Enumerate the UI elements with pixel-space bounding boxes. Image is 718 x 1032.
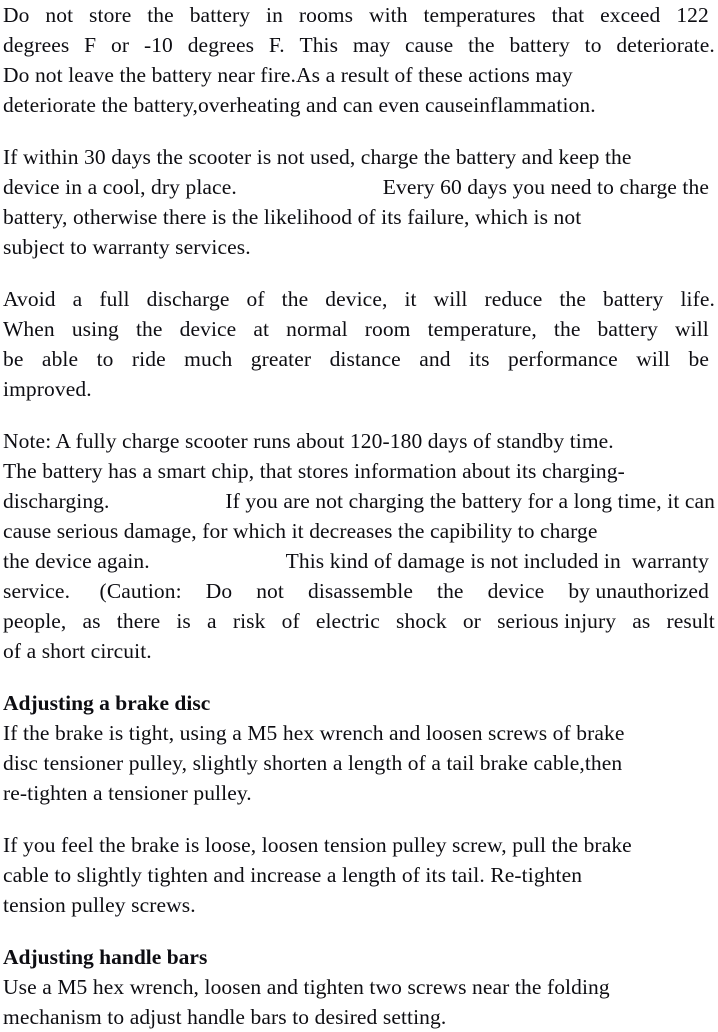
handle-bars-instructions-paragraph (3, 972, 716, 1032)
line-word: This kind of damage is not included in warranty (280, 549, 709, 573)
text-line: If the brake is tight, using a M5 hex wrench and loosen screws of brake (3, 721, 625, 745)
text-line: cable to slightly tighten and increase a length of its tail. Re-tighten (3, 863, 583, 887)
line-word: in (266, 3, 283, 27)
line-word: (Caution: (94, 579, 182, 603)
line-word: Every 60 days you need to charge the (382, 175, 709, 199)
line-word: full (99, 287, 130, 311)
line-word: a (72, 287, 83, 311)
line-word: be (688, 347, 709, 371)
line-word: 122 (676, 3, 709, 27)
text-line: Note: A fully charge scooter runs about 120-180 days of standby time. (3, 429, 614, 453)
line-word: the device again. (3, 549, 150, 573)
line-word: of (281, 609, 300, 633)
text-line: If within 30 days the scooter is not used, charge the battery and keep the (3, 145, 632, 169)
line-word: degrees (3, 33, 70, 57)
line-word: to (584, 33, 602, 57)
text-line: disc tensioner pulley, slightly shorten a length of a tail brake cable,then (3, 751, 623, 775)
line-word: store (89, 3, 132, 27)
line-word: the (468, 33, 495, 57)
text-line: cause serious damage, for which it decreases the capibility to charge (3, 519, 598, 543)
line-word: it (404, 287, 417, 311)
line-word: will (433, 287, 468, 311)
line-word: able (41, 347, 79, 371)
adjusting-handle-bars-heading: Adjusting handle bars (3, 945, 208, 969)
text-line (3, 576, 709, 606)
line-word: device in a cool, dry place. (3, 175, 237, 199)
line-word: by unauthorized (568, 579, 709, 603)
text-line: Use a M5 hex wrench, loosen and tighten two screws near the folding (3, 975, 610, 999)
brake-loose-instructions-paragraph (3, 830, 716, 920)
text-line (3, 30, 715, 60)
line-word: the (281, 287, 309, 311)
line-word: not (256, 579, 284, 603)
text-line: deteriorate the battery,overheating and can even causeinflammation. (3, 93, 596, 117)
text-line: re-tighten a tensioner pulley. (3, 781, 252, 805)
line-word: the (147, 3, 174, 27)
text-line (3, 284, 715, 314)
text-line (3, 0, 709, 30)
line-word: there (116, 609, 161, 633)
line-word: much (184, 347, 233, 371)
line-word: discharging. (3, 489, 110, 513)
line-word: the (559, 287, 586, 311)
line-word: not (45, 3, 74, 27)
line-word: degrees (187, 33, 255, 57)
line-word: Avoid (3, 287, 56, 311)
line-word: Do (3, 3, 30, 27)
line-word: deteriorate. (616, 33, 715, 57)
line-word: -10 (143, 33, 173, 57)
line-word: greater (250, 347, 312, 371)
line-word: risk (232, 609, 266, 633)
line-word: discharge (146, 287, 230, 311)
line-word: cause (405, 33, 454, 57)
line-word: F. (268, 33, 285, 57)
line-word: battery (189, 3, 251, 27)
line-word: the (553, 317, 581, 341)
storage-charging-interval-paragraph (3, 142, 716, 262)
line-word: battery (597, 317, 658, 341)
line-word: that (551, 3, 585, 27)
line-word: using (71, 317, 119, 341)
adjusting-brake-disc-heading: Adjusting a brake disc (3, 691, 211, 715)
standby-time-note-paragraph (3, 426, 716, 666)
line-word: of (246, 287, 265, 311)
text-line (3, 344, 709, 374)
line-word: electric (315, 609, 380, 633)
text-line: battery, otherwise there is the likelihood of its failure, which is not (3, 205, 582, 229)
line-word: its (469, 347, 490, 371)
line-word: at (253, 317, 270, 341)
text-line: of a short circuit. (3, 639, 152, 663)
line-word: distance (329, 347, 401, 371)
text-line: subject to warranty services. (3, 235, 251, 259)
line-word: F (84, 33, 97, 57)
line-word: result (666, 609, 715, 633)
line-word: exceed (600, 3, 661, 27)
line-word: Do (205, 579, 233, 603)
text-line (3, 172, 709, 202)
text-line: Do not leave the battery near fire.As a result of these actions may (3, 63, 573, 87)
line-word: When (3, 317, 55, 341)
text-line: The battery has a smart chip, that stores information about its charging- (3, 459, 625, 483)
line-word: a (207, 609, 217, 633)
line-word: serious injury (497, 609, 617, 633)
battery-storage-temperature-paragraph (3, 0, 716, 120)
line-word: normal (286, 317, 348, 341)
line-word: device, (325, 287, 388, 311)
line-word: room (364, 317, 411, 341)
line-word: will (675, 317, 709, 341)
line-word: the (135, 317, 163, 341)
line-word: shock (396, 609, 447, 633)
text-line (3, 486, 715, 516)
line-word: and (419, 347, 451, 371)
line-word: temperatures (423, 3, 536, 27)
line-word: the (437, 579, 464, 603)
line-word: to (96, 347, 114, 371)
text-line: mechanism to adjust handle bars to desired setting. (3, 1005, 447, 1029)
document-body (3, 0, 716, 1032)
line-word: battery (603, 287, 664, 311)
line-word: will (636, 347, 671, 371)
line-word: ride (131, 347, 166, 371)
line-word: people, (3, 609, 67, 633)
line-word: disassemble (307, 579, 413, 603)
line-word: device (179, 317, 237, 341)
line-word: be (3, 347, 24, 371)
line-word: life. (680, 287, 715, 311)
line-word: temperature, (427, 317, 537, 341)
line-word: This (299, 33, 339, 57)
line-word: device (487, 579, 545, 603)
text-line (3, 546, 709, 576)
text-line (3, 314, 709, 344)
line-word: reduce (484, 287, 543, 311)
brake-tight-instructions-paragraph (3, 718, 716, 808)
line-word: or (111, 33, 130, 57)
line-word: If you are not charging the battery for a long time, it can (219, 489, 715, 513)
line-word: as (82, 609, 101, 633)
line-word: service. (3, 579, 71, 603)
line-word: with (368, 3, 408, 27)
line-word: battery (509, 33, 570, 57)
text-line: If you feel the brake is loose, loosen tension pulley screw, pull the brake (3, 833, 632, 857)
line-word: performance (508, 347, 618, 371)
line-word: may (352, 33, 391, 57)
line-word: rooms (298, 3, 354, 27)
line-word: is (176, 609, 191, 633)
text-line (3, 606, 715, 636)
text-line: tension pulley screws. (3, 893, 196, 917)
text-line: improved. (3, 377, 92, 401)
line-word: as (632, 609, 651, 633)
avoid-full-discharge-paragraph (3, 284, 716, 404)
line-word: or (462, 609, 481, 633)
